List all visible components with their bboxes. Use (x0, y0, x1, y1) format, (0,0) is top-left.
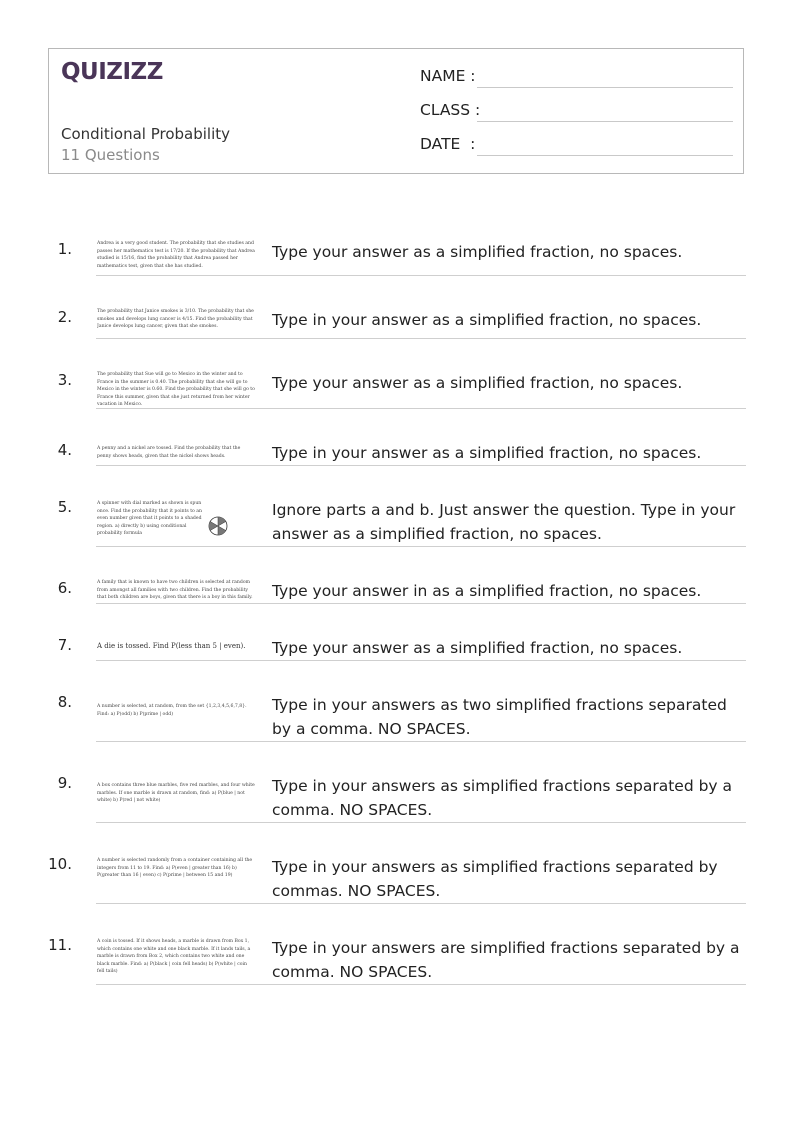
answer-line[interactable] (96, 822, 746, 823)
question-image: Andrea is a very good student. The probability that she studies and passes her mathematics test is 17/20. If the probability that Andrea studied is 15/16, find the probability that Andrea passed her mathematics test, given that she has studied. (97, 241, 255, 269)
answer-line[interactable] (96, 338, 746, 339)
question-instruction: Type in your answers as simplified fractions separated by commas. NO SPACES. (272, 858, 718, 900)
question-instruction: Ignore parts a and b. Just answer the question. Type in your answer as a simplified fraction, no spaces. (272, 501, 736, 543)
answer-line[interactable] (96, 603, 746, 604)
name-line[interactable] (477, 87, 733, 88)
question-image: A spinner with dial marked as shown is spun once. Find the probability that it points to an even number given that it points to a shaded region. a) directly b) using conditional probability formula (97, 501, 202, 537)
question-instruction: Type your answer as a simplified fraction, no spaces. (272, 639, 683, 657)
question-image: A coin is tossed. If it shows heads, a marble is drawn from Box 1, which contains one white and one black marble. If it lands tails, a marble is drawn from Box 2, which contains two white and one black marble. Find: a) P(black | coin fell heads) b) P(white | coin fell tails) (97, 939, 251, 975)
answer-line[interactable] (96, 408, 746, 409)
date-line[interactable] (477, 155, 733, 156)
question-number: 1. (57, 240, 72, 258)
answer-line[interactable] (96, 660, 746, 661)
answer-line[interactable] (96, 903, 746, 904)
worksheet-title: Conditional Probability (61, 125, 230, 143)
question-image: A penny and a nickel are tossed. Find the probability that the penny shows heads, given that the nickel shows heads. (97, 446, 241, 459)
question-instruction: Type in your answers as simplified fractions separated by a comma. NO SPACES. (272, 777, 733, 819)
question-number: 5. (57, 498, 72, 516)
question-image: A number is selected randomly from a container containing all the integers from 11 to 19. Find: a) P(even | greater than 16) b) P(greater than 16 | even) c) P(prime | between 15 and 19) (97, 858, 253, 879)
question-number: 3. (57, 371, 72, 389)
question-instruction: Type in your answer as a simplified fraction, no spaces. (272, 311, 702, 329)
date-label: DATE : (420, 135, 476, 153)
question-image: A family that is known to have two children is selected at random from amongst all families with two children. Find the probability that both children are boys, given that there is a boy in this family. (97, 580, 253, 601)
name-label: NAME : (420, 67, 476, 85)
question-number: 2. (57, 308, 72, 326)
question-instruction: Type in your answers as two simplified fractions separated by a comma. NO SPACES. (272, 696, 727, 738)
question-image: The probability that Janice smokes is 3/10. The probability that she smokes and develops lung cancer is 4/15. Find the probability that Janice develops lung cancer, given that she smokes. (97, 309, 254, 330)
spinner-dial-icon (208, 516, 228, 536)
question-number: 7. (57, 636, 72, 654)
question-instruction: Type your answer as a simplified fraction, no spaces. (272, 374, 683, 392)
answer-line[interactable] (96, 546, 746, 547)
class-line[interactable] (477, 121, 733, 122)
question-number: 6. (57, 579, 72, 597)
answer-line[interactable] (96, 741, 746, 742)
question-number: 10. (48, 855, 72, 873)
question-instruction: Type in your answer as a simplified fraction, no spaces. (272, 444, 702, 462)
question-number: 8. (57, 693, 72, 711)
question-image: A die is tossed. Find P(less than 5 | even). (97, 642, 246, 650)
worksheet-header (48, 48, 744, 174)
answer-line[interactable] (96, 275, 746, 276)
question-image: A box contains three blue marbles, five red marbles, and four white marbles. If one marble is drawn at random, find: a) P(blue | not white) b) P(red | not white) (97, 783, 255, 804)
question-instruction: Type your answer as a simplified fraction, no spaces. (272, 243, 683, 261)
question-number: 9. (57, 774, 72, 792)
question-count: 11 Questions (61, 146, 160, 164)
question-instruction: Type your answer in as a simplified fraction, no spaces. (272, 582, 702, 600)
question-image: The probability that Sue will go to Mexico in the winter and to France in the summer is 0.40. The probability that she will go to Mexico in the winter is 0.60. Find the probability that she will go to France this summer, given that she just returned from her winter vacation in Mexico. (97, 372, 255, 407)
quizizz-logo: QUIZIZZ (61, 59, 163, 85)
question-image: A number is selected, at random, from the set {1,2,3,4,5,6,7,8}. Find: a) P(odd) b) P(prime | odd) (97, 704, 247, 717)
class-label: CLASS : (420, 101, 481, 119)
answer-line[interactable] (96, 465, 746, 466)
question-number: 11. (48, 936, 72, 954)
question-number: 4. (57, 441, 72, 459)
answer-line[interactable] (96, 984, 746, 985)
question-instruction: Type in your answers are simplified fractions separated by a comma. NO SPACES. (272, 939, 740, 981)
